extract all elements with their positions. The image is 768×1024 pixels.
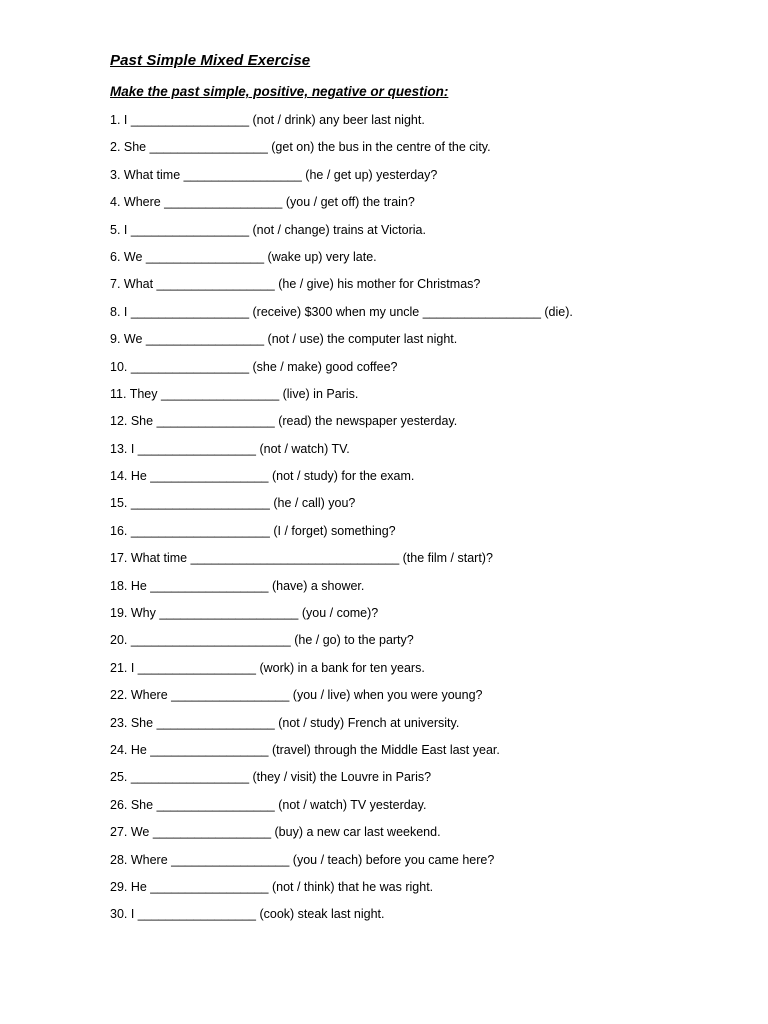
question-item: 8. I _________________ (receive) $300 when my uncle _________________ (die). — [110, 304, 573, 319]
page-title: Past Simple Mixed Exercise — [110, 52, 311, 69]
question-item: 29. He _________________ (not / think) that he was right. — [110, 879, 434, 894]
question-list — [110, 111, 573, 933]
question-item: 7. What _________________ (he / give) his mother for Christmas? — [110, 277, 481, 292]
question-item: 9. We _________________ (not / use) the computer last night. — [110, 332, 458, 347]
question-item: 19. Why ____________________ (you / come)? — [110, 606, 379, 621]
question-item: 16. ____________________ (I / forget) something? — [110, 523, 396, 538]
question-item: 14. He _________________ (not / study) for the exam. — [110, 469, 415, 484]
instruction-heading: Make the past simple, positive, negative or question: — [110, 84, 449, 99]
question-item: 13. I _________________ (not / watch) TV. — [110, 441, 350, 456]
question-item: 25. _________________ (they / visit) the Louvre in Paris? — [110, 770, 432, 785]
question-item: 22. Where _________________ (you / live) when you were young? — [110, 688, 483, 703]
question-item: 1. I _________________ (not / drink) any beer last night. — [110, 113, 425, 127]
question-item: 24. He _________________ (travel) through the Middle East last year. — [110, 742, 500, 757]
question-item: 20. _______________________ (he / go) to the party? — [110, 633, 414, 648]
question-item: 27. We _________________ (buy) a new car last weekend. — [110, 825, 441, 840]
question-item: 28. Where _________________ (you / teach) before you came here? — [110, 852, 495, 867]
question-item: 12. She _________________ (read) the newspaper yesterday. — [110, 414, 458, 429]
question-item: 5. I _________________ (not / change) trains at Victoria. — [110, 222, 426, 237]
question-item: 6. We _________________ (wake up) very late. — [110, 249, 377, 264]
question-item: 18. He _________________ (have) a shower. — [110, 578, 365, 593]
question-item: 10. _________________ (she / make) good coffee? — [110, 359, 398, 374]
question-item: 17. What time ______________________________ (the film / start)? — [110, 551, 493, 566]
question-item: 21. I _________________ (work) in a bank for ten years. — [110, 660, 425, 675]
question-item: 11. They _________________ (live) in Paris. — [110, 386, 359, 401]
question-item: 23. She _________________ (not / study) French at university. — [110, 715, 460, 730]
question-item: 26. She _________________ (not / watch) TV yesterday. — [110, 797, 427, 812]
question-item: 30. I _________________ (cook) steak last night. — [110, 907, 385, 922]
question-item: 2. She _________________ (get on) the bus in the centre of the city. — [110, 140, 491, 155]
question-item: 3. What time _________________ (he / get up) yesterday? — [110, 167, 438, 182]
question-item: 4. Where _________________ (you / get off) the train? — [110, 195, 415, 210]
question-item: 15. ____________________ (he / call) you? — [110, 496, 356, 511]
